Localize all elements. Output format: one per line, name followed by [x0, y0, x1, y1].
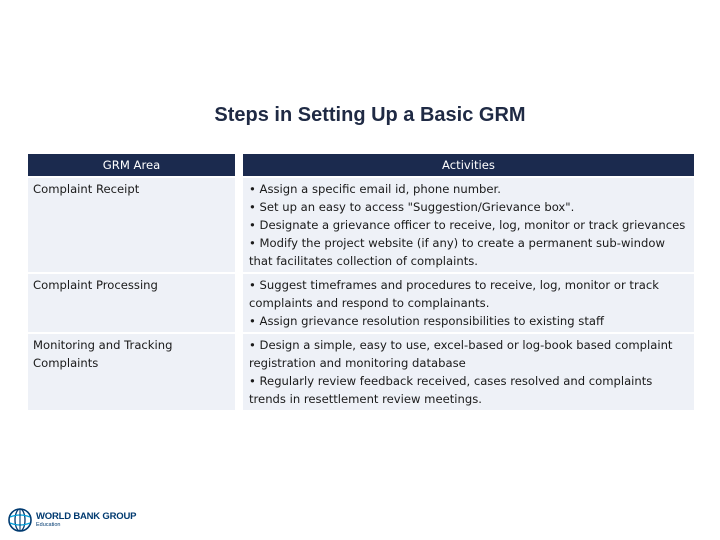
row-activities [243, 272, 694, 332]
header-grm-area: GRM Area [28, 154, 243, 176]
table-row [28, 272, 694, 332]
logo-wordmark: WORLD BANK GROUP [36, 511, 137, 522]
table-row [28, 332, 694, 410]
row-activities [243, 176, 694, 272]
table-row [28, 176, 694, 272]
activity-item: • Set up an easy to access "Suggestion/Grievance box". [249, 200, 575, 214]
grm-steps-table [28, 154, 694, 410]
logo-subtitle: Education [36, 522, 61, 528]
table-header-row [28, 154, 694, 176]
row-area-label: Complaint Receipt [28, 176, 243, 272]
activity-item: • Designate a grievance officer to receive, log, monitor or track grievances [249, 218, 686, 232]
header-activities: Activities [243, 154, 694, 176]
activity-item: • Design a simple, easy to use, excel-based or log-book based complaint registration and monitoring database [249, 338, 673, 370]
activity-item: • Regularly review feedback received, cases resolved and complaints trends in resettlement review meetings. [249, 374, 653, 406]
activity-item: • Assign a specific email id, phone number. [249, 182, 501, 196]
row-area-label: Monitoring and Tracking Complaints [28, 332, 243, 410]
activity-item: • Suggest timeframes and procedures to receive, log, monitor or track complaints and respond to complainants. [249, 278, 659, 310]
activity-item: • Assign grievance resolution responsibilities to existing staff [249, 314, 604, 328]
world-bank-group-logo [8, 506, 136, 534]
row-area-label: Complaint Processing [28, 272, 243, 332]
page-title: Steps in Setting Up a Basic GRM [214, 104, 526, 126]
row-activities [243, 332, 694, 410]
activity-item: • Modify the project website (if any) to create a permanent sub-window that facilitates collection of complaints. [249, 236, 665, 268]
world-bank-globe-icon [8, 508, 32, 532]
